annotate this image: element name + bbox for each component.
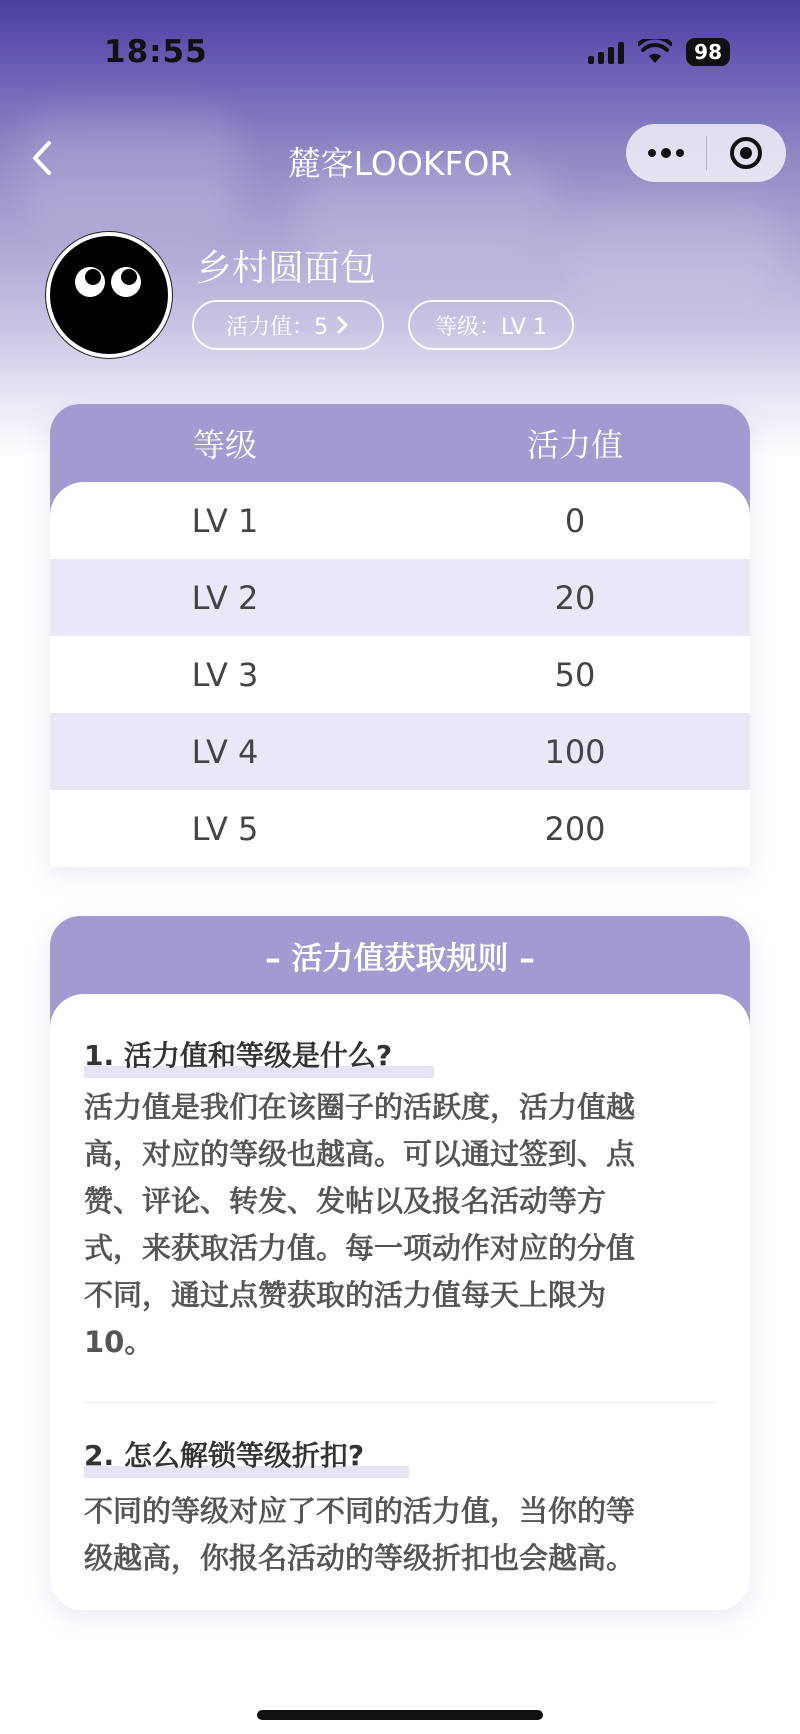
table-row [50, 559, 750, 636]
level-label: 等级：LV 1 [435, 314, 547, 340]
more-dots-icon [646, 147, 686, 159]
table-row [50, 482, 750, 559]
level-cell: LV 2 [191, 578, 259, 617]
table-row [50, 790, 750, 867]
rules-title: – 活力值获取规则 – [265, 940, 535, 977]
level-cell: LV 4 [191, 732, 259, 771]
status-time: 18:55 [104, 34, 208, 70]
rule-question: 2. 怎么解锁等级折扣? [84, 1434, 364, 1474]
page-title: 麓客LOOKFOR [287, 144, 513, 183]
user-name: 乡村圆面包 [196, 248, 377, 289]
battery-indicator: 98 [686, 38, 730, 66]
home-indicator [257, 1710, 543, 1720]
rule-divider [84, 1402, 716, 1403]
avatar[interactable] [50, 236, 168, 354]
rules-body [50, 994, 750, 1610]
rule-answer: 活力值是我们在该圈子的活跃度，活力值越 高，对应的等级也越高。可以通过签到、点 赞、评论、转发、发帖以及报名活动等方 式，来获取活力值。每一项动作对应的分值 不同，通过点赞获取的活力值每天上限为 10。 [84, 1090, 636, 1359]
chevron-right-icon [336, 315, 350, 335]
status-icons [588, 38, 730, 66]
level-table [50, 404, 750, 866]
rule-answer: 不同的等级对应了不同的活力值，当你的等 级越高，你报名活动的等级折扣也会越高。 [84, 1494, 636, 1575]
more-button[interactable] [626, 124, 706, 182]
column-header-level: 等级 [192, 426, 257, 464]
table-header [50, 404, 750, 482]
table-row [50, 713, 750, 790]
close-button[interactable] [707, 124, 787, 182]
points-cell: 20 [554, 578, 596, 617]
wifi-icon [638, 39, 672, 65]
table-body [50, 482, 750, 867]
points-cell: 50 [554, 655, 596, 694]
points-cell: 200 [544, 809, 606, 848]
level-pill [408, 300, 574, 350]
level-cell: LV 3 [191, 655, 259, 694]
table-row [50, 636, 750, 713]
points-cell: 0 [564, 501, 586, 540]
vitality-pill[interactable] [192, 300, 384, 350]
column-header-points: 活力值 [526, 426, 623, 464]
points-cell: 100 [544, 732, 606, 771]
avatar-eyes-icon [50, 236, 168, 354]
vitality-label: 活力值：5 [226, 314, 328, 340]
target-close-icon [728, 135, 764, 171]
level-cell: LV 5 [191, 809, 259, 848]
mini-program-capsule [626, 124, 786, 182]
rules-card [50, 916, 750, 1610]
level-cell: LV 1 [191, 501, 259, 540]
cellular-signal-icon [588, 40, 624, 64]
rule-question: 1. 活力值和等级是什么? [84, 1034, 392, 1074]
